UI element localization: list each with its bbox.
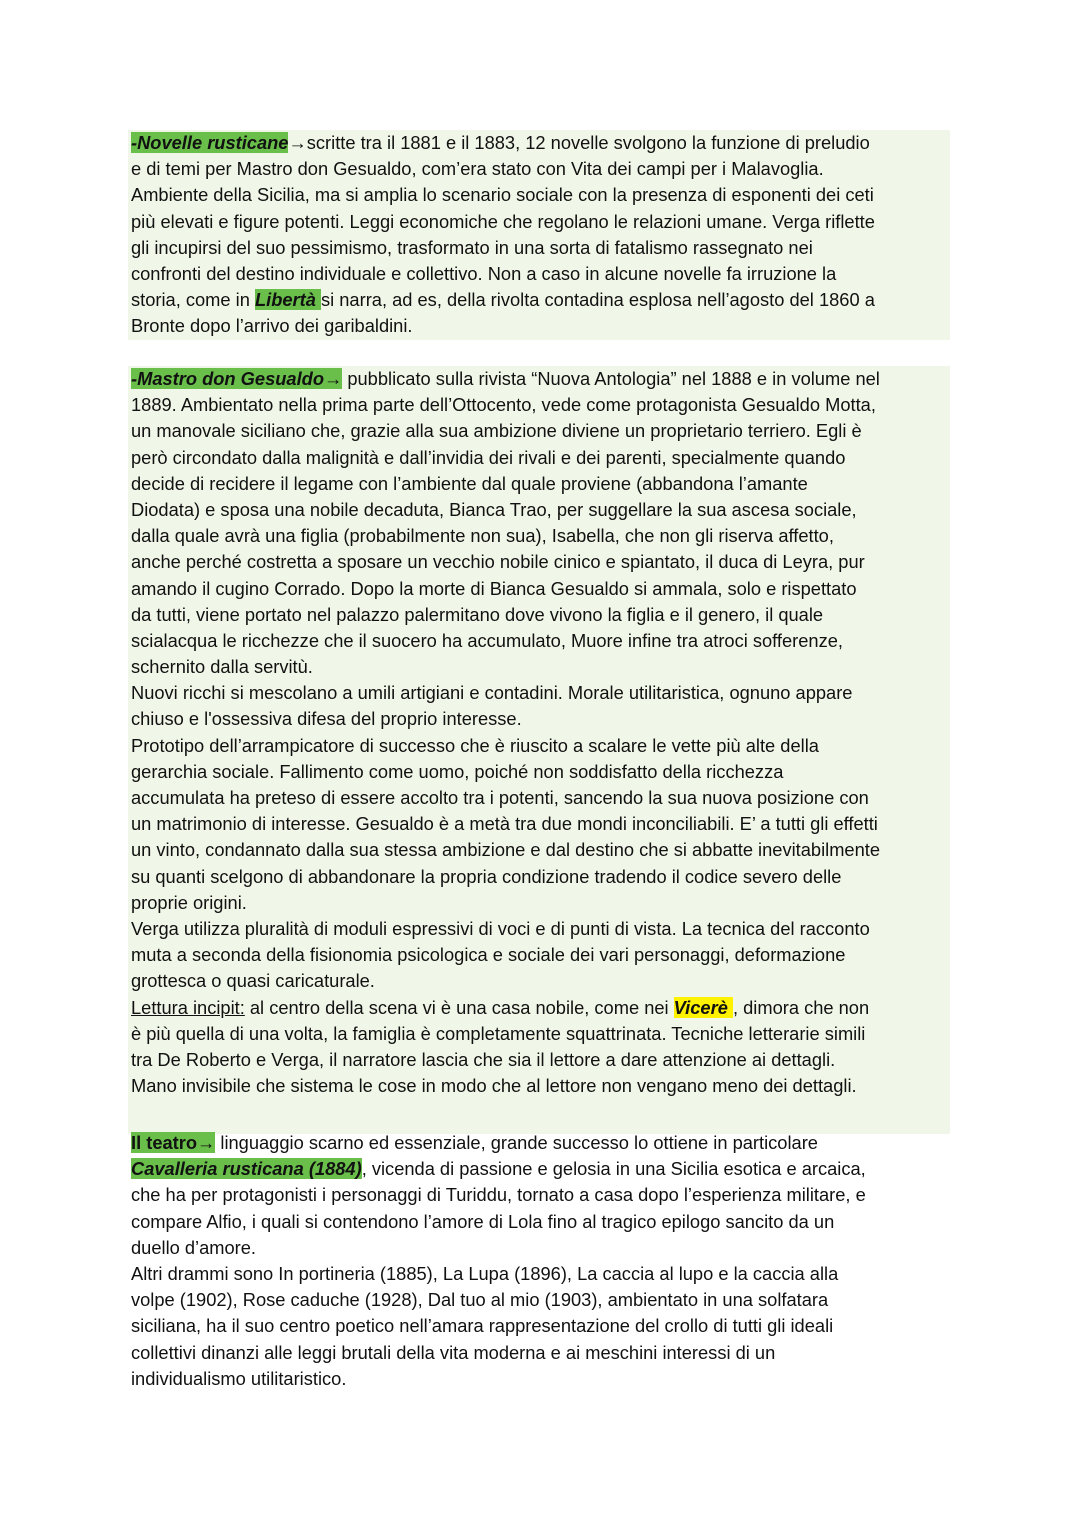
mastro-line: gerarchia sociale. Fallimento come uomo, poiché non soddisfatto della ricchezza <box>131 760 784 782</box>
mastro-line: su quanti scelgono di abbandonare la propria condizione tradendo il codice severo delle <box>131 865 842 887</box>
mastro-line <box>131 995 950 1021</box>
novelle-text: storia, come in <box>131 289 255 311</box>
mastro-line: però circondato dalla malignità e dall’invidia dei rivali e dei parenti, specialmente quando <box>131 446 846 468</box>
teatro-line <box>131 1156 950 1182</box>
novelle-arrow: → <box>288 132 307 153</box>
mastro-line <box>131 366 950 392</box>
teatro-section <box>131 1130 950 1392</box>
mastro-line: Nuovi ricchi si mescolano a umili artigiani e contadini. Morale utilitaristica, ognuno appare <box>131 682 853 704</box>
teatro-heading: Il teatro <box>131 1132 198 1153</box>
novelle-heading: -Novelle rusticane <box>131 132 289 153</box>
mastro-section <box>131 366 950 1099</box>
novelle-line: Bronte dopo l’arrivo dei garibaldini. <box>131 315 413 337</box>
mastro-line: Diodata) e sposa una nobile decaduta, Bianca Trao, per suggellare la sua ascesa sociale, <box>131 498 857 520</box>
mastro-line: anche perché costretta a sposare un vecchio nobile cinico e spiantato, il duca di Leyra, pur <box>131 551 865 573</box>
mastro-line: schernito dalla servitù. <box>131 656 313 678</box>
mastro-line: amando il cugino Corrado. Dopo la morte di Bianca Gesualdo si ammala, solo e rispettato <box>131 577 857 599</box>
teatro-arrow: → <box>197 1132 216 1153</box>
mastro-line: è più quella di una volta, la famiglia è completamente squattrinata. Tecniche letterarie simili <box>131 1022 866 1044</box>
mastro-line: 1889. Ambientato nella prima parte dell’Ottocento, vede come protagonista Gesualdo Motta, <box>131 394 876 416</box>
novelle-line <box>131 130 950 156</box>
lettura-incipit-label: Lettura incipit: <box>131 996 245 1018</box>
mastro-line: muta a seconda della fisionomia psicologica e sociale dei vari personaggi, deformazione <box>131 944 846 966</box>
mastro-text: al centro della scena vi è una casa nobile, come nei <box>244 996 674 1018</box>
teatro-line: siciliana, ha il suo centro poetico nell’amara rappresentazione del crollo di tutti gli ideali <box>131 1315 834 1337</box>
mastro-line: tra De Roberto e Verga, il narratore lascia che sia il lettore a dare attenzione ai dettagli. <box>131 1048 836 1070</box>
liberta-highlight: Libertà <box>254 289 321 311</box>
mastro-heading: -Mastro don Gesualdo→ <box>131 368 343 389</box>
mastro-text: , dimora che non <box>732 996 870 1018</box>
teatro-text: , vicenda di passione e gelosia in una Sicilia esotica e arcaica, <box>361 1158 866 1180</box>
novelle-line: gli incupirsi del suo pessimismo, trasformato in una sorta di fatalismo rassegnato nei <box>131 236 813 258</box>
novelle-line: Ambiente della Sicilia, ma si amplia lo scenario sociale con la presenza di esponenti dei ceti <box>131 184 874 206</box>
mastro-line: dalla quale avrà una figlia (probabilmente non sua), Isabella, che non gli riserva affetto, <box>131 525 834 547</box>
novelle-line <box>131 287 950 313</box>
teatro-line: duello d’amore. <box>131 1236 256 1258</box>
mastro-line: chiuso e l'ossessiva difesa del proprio interesse. <box>131 708 522 730</box>
mastro-line: Verga utilizza pluralità di moduli espressivi di voci e di punti di vista. La tecnica del racconto <box>131 917 870 939</box>
mastro-line: Mano invisibile che sistema le cose in modo che al lettore non vengano meno dei dettagli. <box>131 1075 857 1097</box>
novelle-section <box>131 130 950 340</box>
mastro-line: un matrimonio di interesse. Gesualdo è a metà tra due mondi inconciliabili. E’ a tutti gli effetti <box>131 813 878 835</box>
teatro-line: Altri drammi sono In portineria (1885), La Lupa (1896), La caccia al lupo e la caccia alla <box>131 1262 839 1284</box>
novelle-text: scritte tra il 1881 e il 1883, 12 novelle svolgono la funzione di preludio <box>306 132 870 153</box>
novelle-line: confronti del destino individuale e collettivo. Non a caso in alcune novelle fa irruzione la <box>131 262 837 284</box>
teatro-text: linguaggio scarno ed essenziale, grande successo lo ottiene in particolare <box>215 1132 818 1153</box>
mastro-line: decide di recidere il legame con l’ambiente dal quale proviene (abbandona l’amante <box>131 472 808 494</box>
mastro-line: un manovale siciliano che, grazie alla sua ambizione diviene un proprietario terriero. Egli è <box>131 420 862 442</box>
mastro-line: accumulata ha preteso di essere accolto tra i potenti, sancendo la sua nuova posizione con <box>131 787 869 808</box>
mastro-text: pubblicato sulla rivista “Nuova Antologia” nel 1888 e in volume nel <box>342 368 880 389</box>
cavalleria-highlight: Cavalleria rusticana (1884) <box>131 1158 362 1180</box>
mastro-line: proprie origini. <box>131 891 247 913</box>
vicere-highlight: Vicerè <box>673 996 733 1018</box>
mastro-line: da tutti, viene portato nel palazzo palermitano dove vivono la figlia e il genero, il quale <box>131 603 824 625</box>
mastro-line: Prototipo dell’arrampicatore di successo che è riuscito a scalare le vette più alte della <box>131 734 819 756</box>
mastro-line: un vinto, condannato dalla sua stessa ambizione e dal destino che si abbatte inevitabilmente <box>131 839 881 861</box>
teatro-line <box>131 1130 950 1156</box>
novelle-line: più elevati e figure potenti. Leggi economiche che regolano le relazioni umane. Verga riflette <box>131 210 875 232</box>
mastro-line: scialacqua le ricchezze che il suocero ha accumulato, Muore infine tra atroci sofferenze, <box>131 629 843 651</box>
teatro-line: che ha per protagonisti i personaggi di Turiddu, tornato a casa dopo l’esperienza militare, e <box>131 1184 866 1206</box>
novelle-text: si narra, ad es, della rivolta contadina esplosa nell’agosto del 1860 a <box>320 289 875 311</box>
teatro-line: volpe (1902), Rose caduche (1928), Dal tuo al mio (1903), ambientato in una solfatara <box>131 1289 829 1311</box>
teatro-line: compare Alfio, i quali si contendono l’amore di Lola fino al tragico epilogo sancito da un <box>131 1210 835 1232</box>
teatro-line: individualismo utilitaristico. <box>131 1367 347 1389</box>
mastro-line: grottesca o quasi caricaturale. <box>131 970 375 992</box>
novelle-line: e di temi per Mastro don Gesualdo, com’era stato con Vita dei campi per i Malavoglia. <box>131 158 824 180</box>
teatro-line: collettivi dinanzi alle leggi brutali della vita moderna e ai meschini interessi di un <box>131 1341 776 1363</box>
